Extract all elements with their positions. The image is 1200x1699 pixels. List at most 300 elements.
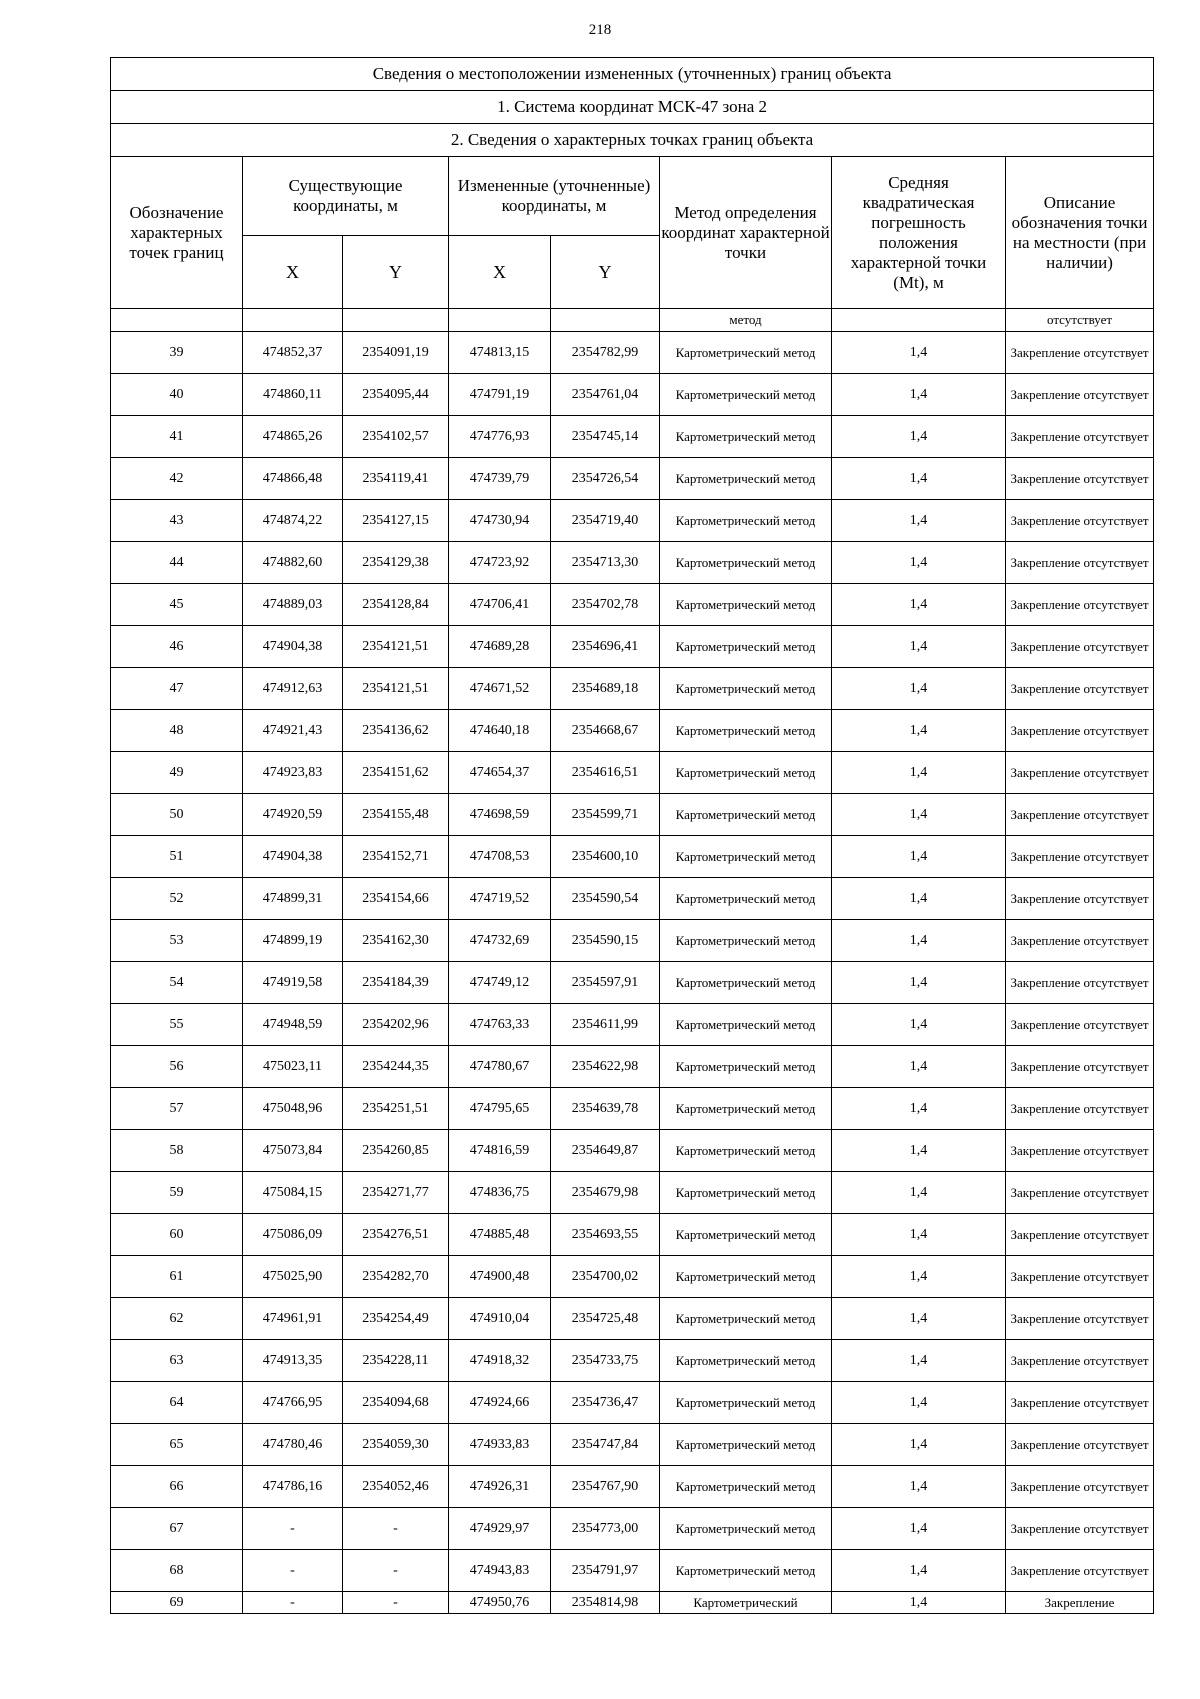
cell-description: Закрепление отсутствует <box>1006 1508 1154 1550</box>
cell-error: 1,4 <box>832 920 1006 962</box>
cell-description: Закрепление <box>1006 1592 1154 1614</box>
cell-number: 56 <box>111 1046 243 1088</box>
cell-existing-y: 2354202,96 <box>343 1004 449 1046</box>
table-row <box>111 710 1154 752</box>
cell-existing-x: 474786,16 <box>243 1466 343 1508</box>
cell-changed-x: 474654,37 <box>449 752 551 794</box>
cell-changed-x: 474749,12 <box>449 962 551 1004</box>
cell-existing-x: 474865,26 <box>243 416 343 458</box>
cell-description: Закрепление отсутствует <box>1006 836 1154 878</box>
cell-method: Картометрический <box>660 1592 832 1614</box>
cell-changed-y: 2354590,54 <box>551 878 660 920</box>
cell-existing-x: 474882,60 <box>243 542 343 584</box>
table-row <box>111 542 1154 584</box>
cell-changed-y: 2354761,04 <box>551 374 660 416</box>
cell-error: 1,4 <box>832 1172 1006 1214</box>
cell-existing-x: 475086,09 <box>243 1214 343 1256</box>
cell-number: 63 <box>111 1340 243 1382</box>
header-changed-y: Y <box>551 236 660 309</box>
cell-error: 1,4 <box>832 1004 1006 1046</box>
cell-existing-y: 2354094,68 <box>343 1382 449 1424</box>
cell-changed-x: 474933,83 <box>449 1424 551 1466</box>
cell-description: Закрепление отсутствует <box>1006 416 1154 458</box>
cell-existing-y: 2354244,35 <box>343 1046 449 1088</box>
cell-existing-y: 2354136,62 <box>343 710 449 752</box>
cell-error: 1,4 <box>832 626 1006 668</box>
cell-changed-y: 2354719,40 <box>551 500 660 542</box>
title-row <box>111 58 1154 91</box>
cell-changed-x: 474763,33 <box>449 1004 551 1046</box>
cell-method: Картометрический метод <box>660 1046 832 1088</box>
table-row <box>111 458 1154 500</box>
cell-method: Картометрический метод <box>660 1256 832 1298</box>
cell-existing-x: 474766,95 <box>243 1382 343 1424</box>
cell-existing-x: 474921,43 <box>243 710 343 752</box>
cell-changed-x: 474698,59 <box>449 794 551 836</box>
cell-changed-y: 2354597,91 <box>551 962 660 1004</box>
cell-number: 41 <box>111 416 243 458</box>
cell-existing-x: 474961,91 <box>243 1298 343 1340</box>
table-row <box>111 1256 1154 1298</box>
cell-error: 1,4 <box>832 584 1006 626</box>
cell-existing-x: 474912,63 <box>243 668 343 710</box>
cell-error: 1,4 <box>832 416 1006 458</box>
cell-method: Картометрический метод <box>660 1508 832 1550</box>
cell-method: Картометрический метод <box>660 1130 832 1172</box>
points-section-title: 2. Сведения о характерных точках границ объекта <box>111 124 1154 157</box>
cell-number: 51 <box>111 836 243 878</box>
cell-error: 1,4 <box>832 458 1006 500</box>
cell-description: Закрепление отсутствует <box>1006 332 1154 374</box>
cell-changed-y: 2354622,98 <box>551 1046 660 1088</box>
cell-changed-y: 2354814,98 <box>551 1592 660 1614</box>
cell-existing-y: 2354127,15 <box>343 500 449 542</box>
table-row <box>111 1172 1154 1214</box>
coordinate-system-row <box>111 91 1154 124</box>
cell-changed-y: 2354689,18 <box>551 668 660 710</box>
continued-row <box>111 309 1154 332</box>
cell-error: 1,4 <box>832 836 1006 878</box>
cell-description: Закрепление отсутствует <box>1006 1466 1154 1508</box>
cell-changed-x: 474929,97 <box>449 1508 551 1550</box>
cell-existing-y: 2354254,49 <box>343 1298 449 1340</box>
table-row <box>111 836 1154 878</box>
cell-description: Закрепление отсутствует <box>1006 584 1154 626</box>
cell-existing-y: 2354152,71 <box>343 836 449 878</box>
cell-existing-x: 474780,46 <box>243 1424 343 1466</box>
cell-changed-y: 2354791,97 <box>551 1550 660 1592</box>
cell-description: Закрепление отсутствует <box>1006 668 1154 710</box>
table-row <box>111 878 1154 920</box>
table-row <box>111 416 1154 458</box>
cell-changed-x: 474791,19 <box>449 374 551 416</box>
cell-error: 1,4 <box>832 1340 1006 1382</box>
cell-existing-x: 474874,22 <box>243 500 343 542</box>
cell-changed-x: 474900,48 <box>449 1256 551 1298</box>
cell-method: Картометрический метод <box>660 1424 832 1466</box>
header-error: Средняя квадратическая погрешность положения характерной точки (Mt), м <box>832 157 1006 309</box>
cell-description: Закрепление отсутствует <box>1006 1424 1154 1466</box>
cell-method: Картометрический метод <box>660 1382 832 1424</box>
cell-number: 66 <box>111 1466 243 1508</box>
cell-existing-x: 474920,59 <box>243 794 343 836</box>
cell-changed-y: 2354702,78 <box>551 584 660 626</box>
cell-method: Картометрический метод <box>660 584 832 626</box>
cell-method: Картометрический метод <box>660 1088 832 1130</box>
cell-existing-y: - <box>343 1508 449 1550</box>
table-row <box>111 1046 1154 1088</box>
cell-number: 57 <box>111 1088 243 1130</box>
cell-changed-x: 474739,79 <box>449 458 551 500</box>
table-row <box>111 962 1154 1004</box>
cell-changed-x: 474924,66 <box>449 1382 551 1424</box>
cell-number: 42 <box>111 458 243 500</box>
cell-existing-x: 475025,90 <box>243 1256 343 1298</box>
header-designation: Обозначение характерных точек границ <box>111 157 243 309</box>
cell-existing-x: 475048,96 <box>243 1088 343 1130</box>
table-row <box>111 1004 1154 1046</box>
cell-description: Закрепление отсутствует <box>1006 878 1154 920</box>
cell-method: Картометрический метод <box>660 794 832 836</box>
cell-number: 52 <box>111 878 243 920</box>
cell-existing-y: 2354271,77 <box>343 1172 449 1214</box>
header-method: Метод определения координат характерной точки <box>660 157 832 309</box>
cell-description: Закрепление отсутствует <box>1006 920 1154 962</box>
cell-description: Закрепление отсутствует <box>1006 500 1154 542</box>
cell-error: 1,4 <box>832 1466 1006 1508</box>
boundary-points-table <box>110 57 1154 1614</box>
cell-changed-y: 2354745,14 <box>551 416 660 458</box>
cell-changed-y: 2354747,84 <box>551 1424 660 1466</box>
header-existing-coordinates: Существующие координаты, м <box>243 157 449 236</box>
cell-number: 67 <box>111 1508 243 1550</box>
cell-error: 1,4 <box>832 752 1006 794</box>
cell-existing-y <box>343 309 449 332</box>
cell-number: 61 <box>111 1256 243 1298</box>
cell-method: Картометрический метод <box>660 542 832 584</box>
table-row <box>111 1214 1154 1256</box>
cell-existing-x: 474919,58 <box>243 962 343 1004</box>
table-row <box>111 1592 1154 1614</box>
header-changed-x: X <box>449 236 551 309</box>
cell-existing-x: - <box>243 1592 343 1614</box>
cell-number: 69 <box>111 1592 243 1614</box>
cell-changed-x: 474795,65 <box>449 1088 551 1130</box>
cell-method: Картометрический метод <box>660 1004 832 1046</box>
cell-number: 44 <box>111 542 243 584</box>
header-changed-coordinates: Измененные (уточненные) координаты, м <box>449 157 660 236</box>
cell-existing-y: 2354095,44 <box>343 374 449 416</box>
cell-method: Картометрический метод <box>660 500 832 542</box>
cell-method: Картометрический метод <box>660 374 832 416</box>
cell-number: 48 <box>111 710 243 752</box>
cell-description: Закрепление отсутствует <box>1006 1256 1154 1298</box>
cell-description: Закрепление отсутствует <box>1006 1088 1154 1130</box>
cell-method: Картометрический метод <box>660 458 832 500</box>
cell-changed-x: 474640,18 <box>449 710 551 752</box>
cell-error: 1,4 <box>832 1508 1006 1550</box>
table-row <box>111 794 1154 836</box>
cell-method: Картометрический метод <box>660 668 832 710</box>
table-row <box>111 1130 1154 1172</box>
cell-description: Закрепление отсутствует <box>1006 1298 1154 1340</box>
cell-error: 1,4 <box>832 1214 1006 1256</box>
cell-number: 54 <box>111 962 243 1004</box>
cell-method: Картометрический метод <box>660 920 832 962</box>
cell-number: 43 <box>111 500 243 542</box>
cell-changed-x: 474910,04 <box>449 1298 551 1340</box>
cell-existing-x: 474948,59 <box>243 1004 343 1046</box>
cell-error: 1,4 <box>832 500 1006 542</box>
cell-description: Закрепление отсутствует <box>1006 1130 1154 1172</box>
cell-changed-x: 474926,31 <box>449 1466 551 1508</box>
cell-existing-x: 475023,11 <box>243 1046 343 1088</box>
cell-number: 58 <box>111 1130 243 1172</box>
cell-error: 1,4 <box>832 1298 1006 1340</box>
cell-changed-x: 474730,94 <box>449 500 551 542</box>
cell-existing-y: 2354091,19 <box>343 332 449 374</box>
cell-method: Картометрический метод <box>660 962 832 1004</box>
cell-changed-x: 474732,69 <box>449 920 551 962</box>
cell-existing-y: 2354128,84 <box>343 584 449 626</box>
cell-description: Закрепление отсутствует <box>1006 1550 1154 1592</box>
coordinate-system: 1. Система координат МСК-47 зона 2 <box>111 91 1154 124</box>
cell-description: Закрепление отсутствует <box>1006 1382 1154 1424</box>
cell-method: Картометрический метод <box>660 416 832 458</box>
cell-method: Картометрический метод <box>660 1298 832 1340</box>
cell-existing-y: 2354154,66 <box>343 878 449 920</box>
cell-error: 1,4 <box>832 794 1006 836</box>
cell-description: Закрепление отсутствует <box>1006 794 1154 836</box>
cell-existing-y: 2354260,85 <box>343 1130 449 1172</box>
cell-existing-x: 475084,15 <box>243 1172 343 1214</box>
table-row <box>111 1382 1154 1424</box>
cell-method: Картометрический метод <box>660 1550 832 1592</box>
cell-changed-y <box>551 309 660 332</box>
cell-error: 1,4 <box>832 1382 1006 1424</box>
cell-changed-x: 474719,52 <box>449 878 551 920</box>
header-existing-y: Y <box>343 236 449 309</box>
cell-changed-x: 474706,41 <box>449 584 551 626</box>
cell-changed-x <box>449 309 551 332</box>
cell-number: 40 <box>111 374 243 416</box>
cell-number: 50 <box>111 794 243 836</box>
cell-changed-y: 2354599,71 <box>551 794 660 836</box>
cell-changed-y: 2354713,30 <box>551 542 660 584</box>
cell-error: 1,4 <box>832 1088 1006 1130</box>
cell-existing-x: 474866,48 <box>243 458 343 500</box>
cell-changed-x: 474918,32 <box>449 1340 551 1382</box>
header-existing-x: X <box>243 236 343 309</box>
cell-existing-y: 2354282,70 <box>343 1256 449 1298</box>
page-number: 218 <box>588 22 612 38</box>
table-row <box>111 668 1154 710</box>
cell-number: 45 <box>111 584 243 626</box>
cell-number: 65 <box>111 1424 243 1466</box>
cell-number: 46 <box>111 626 243 668</box>
cell-error: 1,4 <box>832 1592 1006 1614</box>
cell-changed-x: 474776,93 <box>449 416 551 458</box>
cell-changed-y: 2354736,47 <box>551 1382 660 1424</box>
cell-error: 1,4 <box>832 962 1006 1004</box>
cell-existing-x: - <box>243 1550 343 1592</box>
cell-existing-x: 474889,03 <box>243 584 343 626</box>
cell-changed-y: 2354700,02 <box>551 1256 660 1298</box>
cell-method: Картометрический метод <box>660 836 832 878</box>
cell-existing-x: 474904,38 <box>243 836 343 878</box>
cell-changed-x: 474689,28 <box>449 626 551 668</box>
cell-error: 1,4 <box>832 710 1006 752</box>
cell-error: 1,4 <box>832 1550 1006 1592</box>
table-row <box>111 1466 1154 1508</box>
cell-existing-y: 2354121,51 <box>343 626 449 668</box>
cell-method: Картометрический метод <box>660 626 832 668</box>
cell-number: 47 <box>111 668 243 710</box>
table-row <box>111 584 1154 626</box>
cell-existing-y: 2354121,51 <box>343 668 449 710</box>
table-row <box>111 1424 1154 1466</box>
cell-error: 1,4 <box>832 374 1006 416</box>
cell-existing-x <box>243 309 343 332</box>
cell-error: 1,4 <box>832 1424 1006 1466</box>
cell-changed-y: 2354733,75 <box>551 1340 660 1382</box>
cell-changed-x: 474943,83 <box>449 1550 551 1592</box>
table-title: Сведения о местоположении измененных (уточненных) границ объекта <box>111 58 1154 91</box>
cell-existing-y: 2354102,57 <box>343 416 449 458</box>
cell-existing-x: 475073,84 <box>243 1130 343 1172</box>
cell-changed-x: 474671,52 <box>449 668 551 710</box>
cell-method: Картометрический метод <box>660 1172 832 1214</box>
cell-number: 53 <box>111 920 243 962</box>
cell-changed-x: 474885,48 <box>449 1214 551 1256</box>
table-row <box>111 752 1154 794</box>
table-row <box>111 1550 1154 1592</box>
header-row <box>111 157 1154 236</box>
cell-description: отсутствует <box>1006 309 1154 332</box>
table-row <box>111 500 1154 542</box>
cell-error: 1,4 <box>832 1046 1006 1088</box>
cell-changed-y: 2354616,51 <box>551 752 660 794</box>
points-section-row <box>111 124 1154 157</box>
cell-changed-y: 2354767,90 <box>551 1466 660 1508</box>
cell-changed-y: 2354639,78 <box>551 1088 660 1130</box>
cell-error: 1,4 <box>832 542 1006 584</box>
cell-description: Закрепление отсутствует <box>1006 374 1154 416</box>
cell-description: Закрепление отсутствует <box>1006 1046 1154 1088</box>
cell-description: Закрепление отсутствует <box>1006 710 1154 752</box>
table-row <box>111 626 1154 668</box>
table-row <box>111 1508 1154 1550</box>
cell-changed-y: 2354725,48 <box>551 1298 660 1340</box>
cell-changed-y: 2354600,10 <box>551 836 660 878</box>
cell-description: Закрепление отсутствует <box>1006 458 1154 500</box>
cell-changed-y: 2354773,00 <box>551 1508 660 1550</box>
cell-existing-y: 2354162,30 <box>343 920 449 962</box>
table-row <box>111 374 1154 416</box>
cell-changed-x: 474708,53 <box>449 836 551 878</box>
cell-existing-x: 474860,11 <box>243 374 343 416</box>
cell-existing-x: - <box>243 1508 343 1550</box>
cell-changed-y: 2354782,99 <box>551 332 660 374</box>
cell-number: 59 <box>111 1172 243 1214</box>
cell-existing-y: - <box>343 1592 449 1614</box>
cell-method: Картометрический метод <box>660 752 832 794</box>
cell-changed-y: 2354679,98 <box>551 1172 660 1214</box>
cell-method: Картометрический метод <box>660 710 832 752</box>
cell-existing-x: 474923,83 <box>243 752 343 794</box>
table-row <box>111 1088 1154 1130</box>
cell-error <box>832 309 1006 332</box>
cell-existing-y: 2354276,51 <box>343 1214 449 1256</box>
cell-method: Картометрический метод <box>660 878 832 920</box>
cell-existing-y: 2354119,41 <box>343 458 449 500</box>
cell-error: 1,4 <box>832 332 1006 374</box>
cell-existing-y: 2354151,62 <box>343 752 449 794</box>
cell-existing-y: 2354251,51 <box>343 1088 449 1130</box>
cell-existing-y: 2354059,30 <box>343 1424 449 1466</box>
cell-error: 1,4 <box>832 668 1006 710</box>
cell-changed-x: 474780,67 <box>449 1046 551 1088</box>
cell-number: 62 <box>111 1298 243 1340</box>
cell-existing-x: 474899,31 <box>243 878 343 920</box>
cell-number: 55 <box>111 1004 243 1046</box>
header-description: Описание обозначения точки на местности (при наличии) <box>1006 157 1154 309</box>
cell-error: 1,4 <box>832 1130 1006 1172</box>
cell-method: Картометрический метод <box>660 332 832 374</box>
cell-changed-y: 2354696,41 <box>551 626 660 668</box>
cell-method: Картометрический метод <box>660 1340 832 1382</box>
cell-existing-x: 474852,37 <box>243 332 343 374</box>
cell-description: Закрепление отсутствует <box>1006 626 1154 668</box>
cell-description: Закрепление отсутствует <box>1006 1172 1154 1214</box>
cell-changed-y: 2354668,67 <box>551 710 660 752</box>
cell-changed-y: 2354726,54 <box>551 458 660 500</box>
cell-existing-y: 2354155,48 <box>343 794 449 836</box>
table-row <box>111 1298 1154 1340</box>
cell-error: 1,4 <box>832 1256 1006 1298</box>
table-row <box>111 332 1154 374</box>
cell-method: Картометрический метод <box>660 1466 832 1508</box>
cell-changed-x: 474950,76 <box>449 1592 551 1614</box>
cell-existing-y: 2354184,39 <box>343 962 449 1004</box>
cell-existing-x: 474899,19 <box>243 920 343 962</box>
cell-number: 60 <box>111 1214 243 1256</box>
cell-changed-x: 474816,59 <box>449 1130 551 1172</box>
cell-number: 68 <box>111 1550 243 1592</box>
cell-changed-y: 2354611,99 <box>551 1004 660 1046</box>
cell-description: Закрепление отсутствует <box>1006 752 1154 794</box>
cell-number: 49 <box>111 752 243 794</box>
cell-existing-y: 2354052,46 <box>343 1466 449 1508</box>
cell-existing-x: 474913,35 <box>243 1340 343 1382</box>
cell-existing-y: - <box>343 1550 449 1592</box>
cell-description: Закрепление отсутствует <box>1006 962 1154 1004</box>
cell-method: метод <box>660 309 832 332</box>
cell-existing-y: 2354228,11 <box>343 1340 449 1382</box>
table-row <box>111 920 1154 962</box>
cell-number <box>111 309 243 332</box>
cell-changed-x: 474836,75 <box>449 1172 551 1214</box>
cell-existing-y: 2354129,38 <box>343 542 449 584</box>
cell-description: Закрепление отсутствует <box>1006 542 1154 584</box>
cell-description: Закрепление отсутствует <box>1006 1004 1154 1046</box>
cell-changed-x: 474723,92 <box>449 542 551 584</box>
cell-existing-x: 474904,38 <box>243 626 343 668</box>
cell-description: Закрепление отсутствует <box>1006 1214 1154 1256</box>
cell-number: 64 <box>111 1382 243 1424</box>
cell-changed-y: 2354590,15 <box>551 920 660 962</box>
cell-changed-y: 2354693,55 <box>551 1214 660 1256</box>
